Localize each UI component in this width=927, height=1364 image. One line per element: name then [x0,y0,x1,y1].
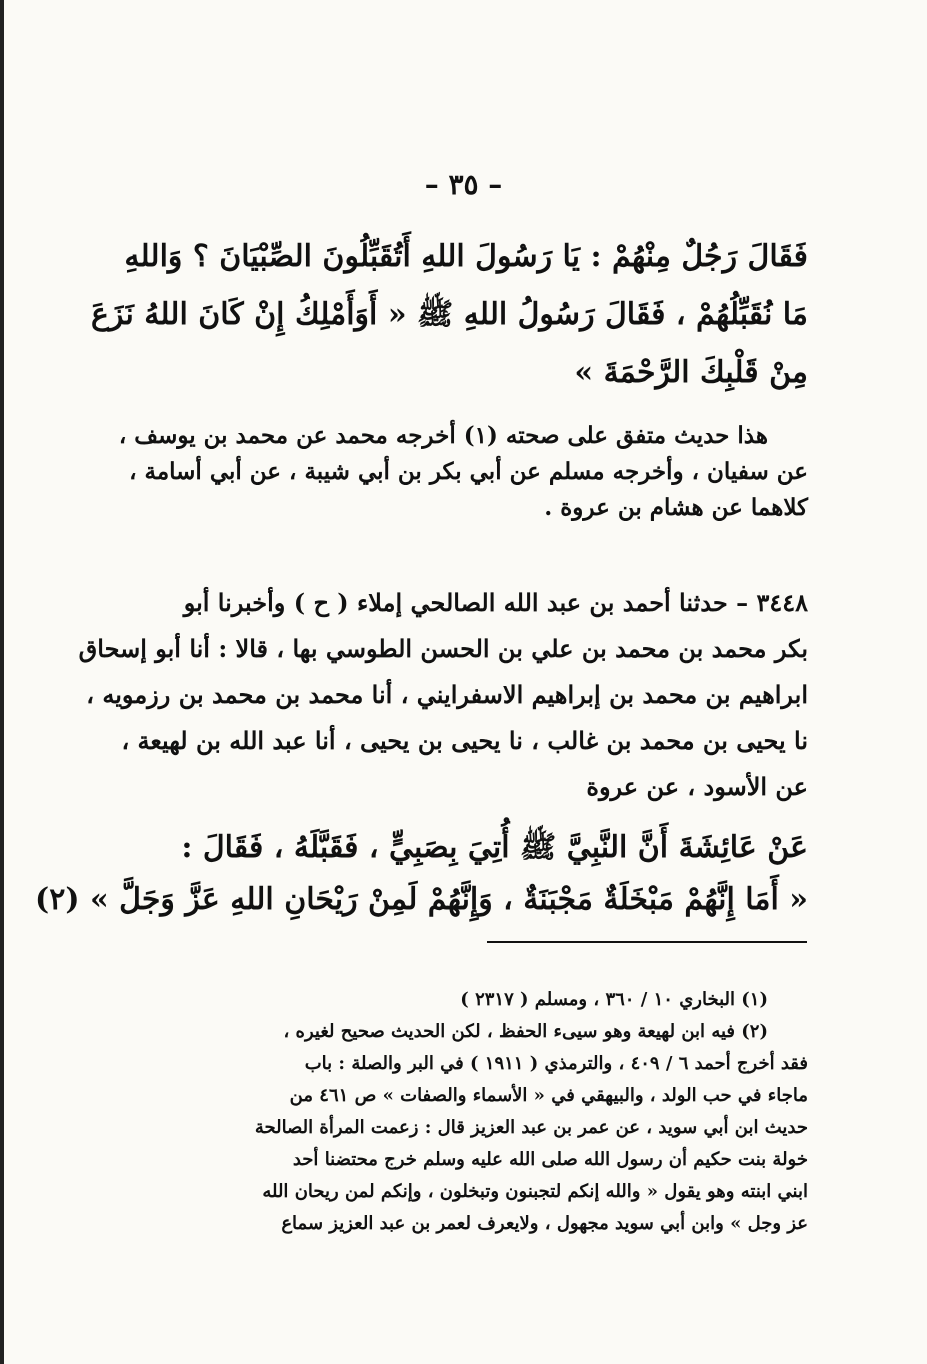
hadith-text-2 [35,822,808,926]
footnote-line: (٢) فيه ابن لهيعة وهو سيىء الحفظ ، لكن الحديث صحيح لغيره ، [283,1021,768,1042]
isnad-line: ٣٤٤٨ – حدثنا أحمد بن عبد الله الصالحي إملاء ( ح ) وأخبرنا أبو [183,588,808,617]
hadith-2-line: عَنْ عَائِشَةَ أَنَّ النَّبِيَّ ﷺ أُتِيَ بِصَبِيٍّ ، فَقَبَّلَهُ ، فَقَالَ : [181,830,808,865]
commentary-1-line: عن سفيان ، وأخرجه مسلم عن أبي بكر بن أبي شيبة ، عن أبي أسامة ، [129,458,808,485]
footnote-line: عز وجل » وابن أبي سويد مجهول ، ولايعرف لعمر بن عبد العزيز سماع [281,1213,808,1234]
footnote-line: حديث ابن أبي سويد ، عن عمر بن عبد العزيز قال : زعمت المرأة الصالحة [254,1117,808,1138]
page-number: – ٣٥ – [424,168,503,201]
footnote-divider [487,941,807,943]
commentary-1 [118,418,808,526]
scan-edge [0,0,4,1364]
hadith-2-line: « أَمَا إِنَّهُمْ مَبْخَلَةٌ مَجْبَنَةٌ ، وَإِنَّهُمْ لَمِنْ رَيْحَانِ اللهِ عَزَّ وَجَلَّ » (٢) [35,882,808,917]
footnote-line: ابني ابنته وهو يقول « والله إنكم لتجبنون وتبخلون ، وإنكم لمن ريحان الله [262,1181,808,1202]
isnad-line: عن الأسود ، عن عروة [586,772,808,801]
isnad-line: نا يحيى بن محمد بن غالب ، نا يحيى بن يحيى ، أنا عبد الله بن لهيعة ، [121,726,808,755]
footnote-line: ماجاء في حب الولد ، والبيهقي في « الأسماء والصفات » ص ٤٦١ من [289,1085,808,1106]
footnote-line: (١) البخاري ١٠ / ٣٦٠ ، ومسلم ( ٢٣١٧ ) [460,989,768,1010]
commentary-1-line: هذا حديث متفق على صحته (١) أخرجه محمد عن محمد بن يوسف ، [118,422,768,449]
hadith-text-1 [91,228,808,402]
hadith-1-line: مَا نُقَبِّلُهُمْ ، فَقَالَ رَسُولُ اللهِ ﷺ « أَوَأَمْلِكُ إِنْ كَانَ اللهُ نَزَعَ [91,297,808,332]
isnad-line: ابراهيم بن محمد بن إبراهيم الاسفرايني ، أنا محمد بن محمد بن رزمويه ، [86,680,808,709]
hadith-1-line: مِنْ قَلْبِكَ الرَّحْمَةَ » [574,355,808,390]
hadith-1-line: فَقَالَ رَجُلٌ مِنْهُمْ : يَا رَسُولَ اللهِ أَتُقَبِّلُونَ الصِّبْيَانَ ؟ وَاللهِ [124,239,808,274]
isnad-3448 [78,580,808,810]
footnote-line: فقد أخرج أحمد ٦ / ٤٠٩ ، والترمذي ( ١٩١١ ) في البر والصلة : باب [304,1053,808,1074]
footnote-line: خولة بنت حكيم أن رسول الله صلى الله عليه وسلم خرج محتضنا أحد [292,1149,808,1170]
footnotes [160,984,808,1240]
isnad-line: بكر محمد بن محمد بن علي بن الحسن الطوسي بها ، قالا : أنا أبو إسحاق [78,634,808,663]
commentary-1-line: كلاهما عن هشام بن عروة . [544,494,808,521]
